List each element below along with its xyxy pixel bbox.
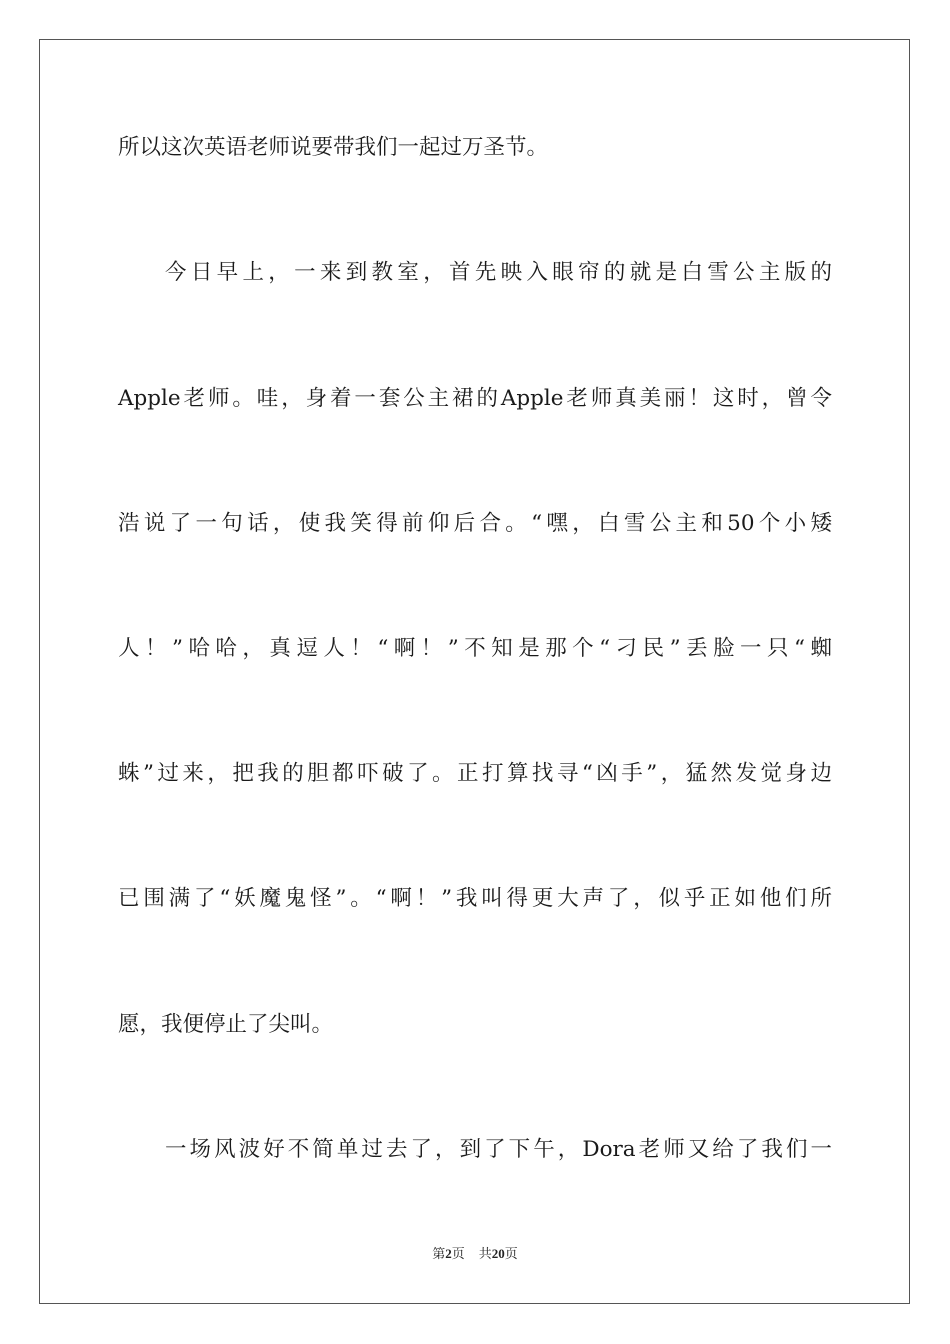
page-number-current: 2 [445,1246,452,1261]
page-number-suffix: 页 [451,1246,465,1261]
text-line: Apple老师。哇，身着一套公主裙的Apple老师真美丽！这时，曾令 [118,386,832,411]
page-border [39,39,910,1304]
text-line: 浩说了一句话，使我笑得前仰后合。“嘿，白雪公主和50个小矮 [118,511,832,536]
text-line: 已围满了“妖魔鬼怪”。“啊！”我叫得更大声了，似乎正如他们所 [118,886,832,911]
text-line: 人！”哈哈，真逗人！“啊！”不知是那个“刁民”丢脸一只“蜘 [118,636,832,661]
paragraph-first-line: 一场风波好不简单过去了，到了下午，Dora老师又给了我们一 [165,1137,832,1162]
page-total-count: 20 [491,1246,505,1261]
text-line: 蛛”过来，把我的胆都吓破了。正打算找寻“凶手”，猛然发觉身边 [118,761,832,786]
text-line: 愿，我便停止了尖叫。 [118,1012,334,1037]
page-total-suffix: 页 [504,1246,518,1261]
text-line: 所以这次英语老师说要带我们一起过万圣节。 [118,135,549,160]
paragraph-first-line: 今日早上，一来到教室，首先映入眼帘的就是白雪公主版的 [165,260,832,285]
page-number-prefix: 第 [432,1246,446,1261]
page-footer [0,1245,950,1263]
page-total-prefix: 共 [478,1246,492,1261]
